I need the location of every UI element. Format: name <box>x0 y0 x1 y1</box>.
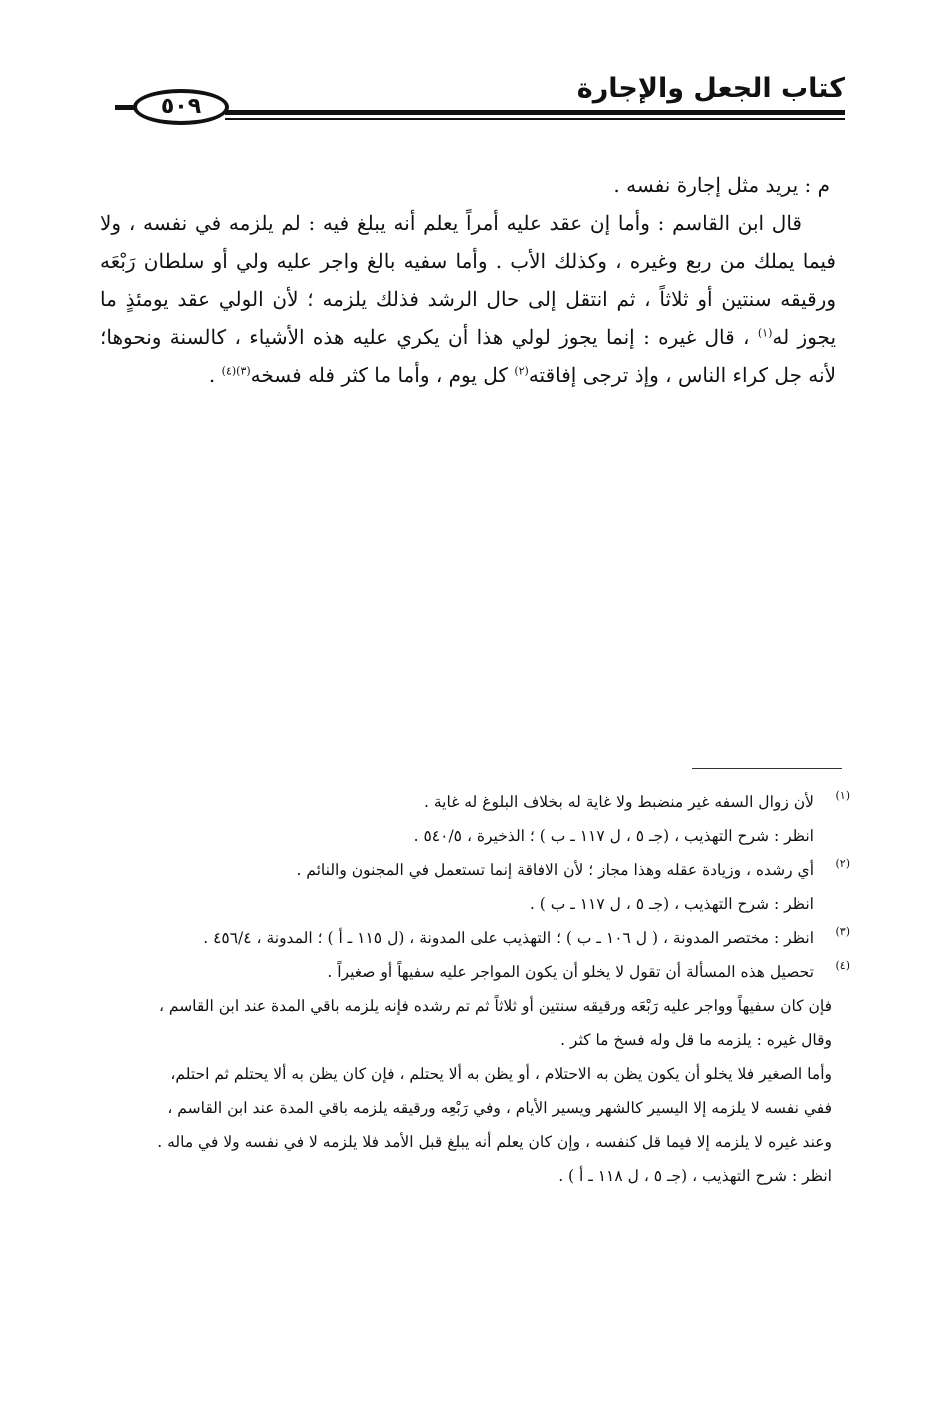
footnote-number: (١) <box>835 789 850 802</box>
footnote-4 <box>110 955 850 1193</box>
footnote-ref-3: (٣) <box>236 364 251 378</box>
page-number: ٥٠٩ <box>160 94 202 119</box>
footnote-separator <box>692 768 842 769</box>
footnote-number: (٣) <box>835 925 850 938</box>
body-line-1: قال ابن القاسم : وأما إن عقد عليه أمراً يعلم أنه يبلغ فيه : لم يلزمه في نفسه ، <box>128 211 802 235</box>
header-rule-thin <box>225 118 845 120</box>
main-text <box>100 166 836 394</box>
footnote-text: لأن زوال السفه غير منضبط ولا غاية له بخلاف البلوغ له غاية . <box>424 793 814 811</box>
footnote-3 <box>110 921 850 955</box>
footnote-citation: انظر : مختصر المدونة ، ( ل ١٠٦ ـ ب ) ؛ التهذيب على المدونة ، (ل ١١٥ ـ أ ) ؛ المدونة ، ٤٥٦/٤ . <box>203 929 814 947</box>
footnote-text: أي رشده ، وزيادة عقله وهذا مجاز ؛ لأن الافاقة إنما تستعمل في المجنون والنائم . <box>296 861 814 879</box>
intro-line: م : يريد مثل إجارة نفسه . <box>613 173 830 197</box>
footnote-continuation-line: فإن كان سفيهاً وواجر عليه رَبْعَه ورقيقه سنتين أو ثلاثاً ثم تم رشده فإنه يلزمه باقي المدة عند ابن القاسم ، <box>158 997 832 1015</box>
footnote-number: (٤) <box>835 959 850 972</box>
page-number-badge <box>133 89 229 125</box>
running-header <box>115 70 845 130</box>
footnote-ref-4: (٤) <box>221 364 237 378</box>
footnote-continuation-line: وعند غيره لا يلزمه إلا فيما قل كنفسه ، وإن كان يعلم أنه يبلغ قبل الأمد فلا يلزمه لا في نفسه ولا في ماله . <box>157 1133 832 1151</box>
footnote-1 <box>110 785 850 853</box>
footnote-continuation-line: ففي نفسه لا يلزمه إلا اليسير كالشهر ويسير الأيام ، وفي رَبْعِه ورقيقه يلزمه باقي المدة عند ابن القاسم ، <box>167 1099 832 1117</box>
footnote-ref-1: (١) <box>757 326 773 340</box>
footnote-2 <box>110 853 850 921</box>
body-line-6: فسخه <box>250 363 302 387</box>
body-line-2: ولا فيما يملك من ربع وغيره ، وكذلك الأب . وأما سفيه بالغ واجر عليه ولي أو <box>100 211 836 273</box>
body-line-5b: كل يوم ، وأما ما كثر فله <box>308 363 508 387</box>
body-line-4b: ، قال غيره : إنما يجوز لولي هذا أن يكري عليه هذه الأشياء ، <box>234 325 750 349</box>
footnotes <box>110 785 850 1193</box>
footnote-citation: انظر : شرح التهذيب ، (جـ ٥ ، ل ١١٨ ـ أ ) . <box>558 1167 832 1185</box>
body-paragraph <box>100 204 836 394</box>
header-rule-thick <box>225 110 845 115</box>
footnote-continuation-line: وقال غيره : يلزمه ما قل وله فسخ ما كثر . <box>560 1031 832 1049</box>
footnote-citation: انظر : شرح التهذيب ، (جـ ٥ ، ل ١١٧ ـ ب ) . <box>529 895 814 913</box>
body-line-4a: عقد يومئذٍ ما يجوز له <box>100 287 837 349</box>
footnote-continuation-line: وأما الصغير فلا يخلو أن يكون يظن به الاحتلام ، أو يظن به ألا يحتلم ، فإن كان يظن به ألا يحتلم ثم احتلم، <box>170 1065 832 1083</box>
footnote-ref-2: (٢) <box>514 364 529 378</box>
book-section-title: كتاب الجعل والإجارة <box>576 73 845 104</box>
footnote-text: تحصيل هذه المسألة أن تقول لا يخلو أن يكون المواجر عليه سفيهاً أو صغيراً . <box>327 963 814 981</box>
footnote-number: (٢) <box>835 857 850 870</box>
body-line-6-end: . <box>208 363 216 387</box>
body-line-5a: كالسنة ونحوها؛ لأنه جل كراء الناس ، وإذ ترجى إفاقته <box>100 325 836 387</box>
footnote-citation: انظر : شرح التهذيب ، (جـ ٥ ، ل ١١٧ ـ ب ) ؛ الذخيرة ، ٥٤٠/٥ . <box>413 827 814 845</box>
body-line-3: سلطان رَبْعَه ورقيقه سنتين أو ثلاثاً ، ثم انتقل إلى حال الرشد فذلك يلزمه ؛ لأن الولي <box>100 249 836 311</box>
